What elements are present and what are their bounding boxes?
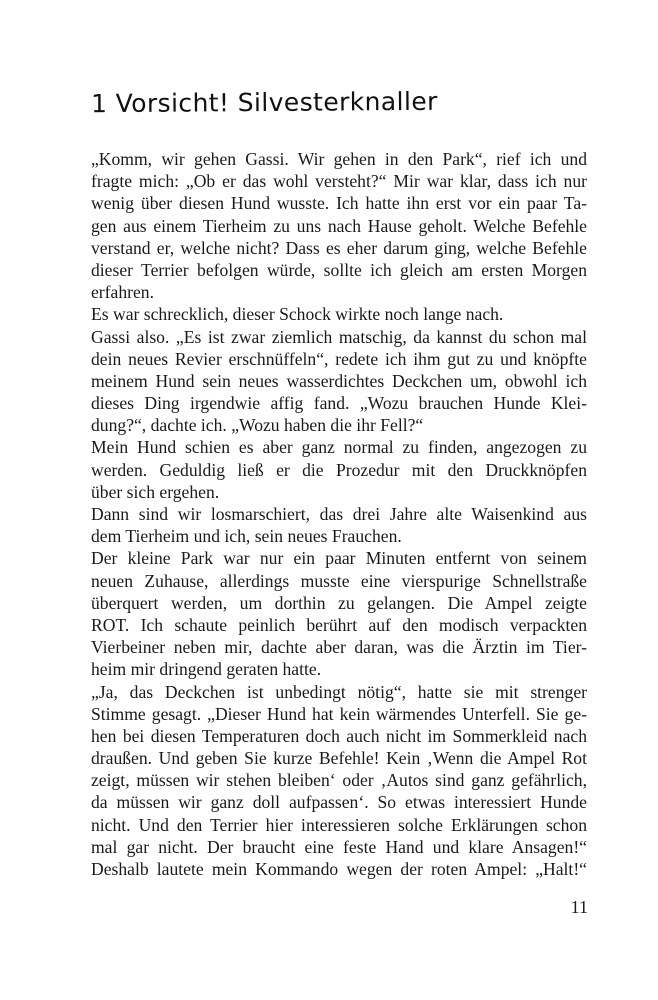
- text-line: verstand er, welche nicht? Dass es eher darum ging, welche Befehle: [91, 237, 587, 258]
- text-line: dein neues Revier erschnüffeln“, redete ich ihm gut zu und knöpfte: [91, 348, 587, 369]
- text-line: fragte mich: „Ob er das wohl versteht?“ Mir war klar, dass ich nur: [91, 171, 587, 192]
- text-line: Deshalb lautete mein Kommando wegen der roten Ampel: „Halt!“: [91, 859, 587, 879]
- text-line: hen bei diesen Temperaturen doch auch nicht im Sommerkleid nach: [91, 725, 587, 746]
- text-line: ROT. Ich schaute peinlich berührt auf den modisch verpackten: [91, 614, 587, 635]
- text-line: Es war schrecklich, dieser Schock wirkte noch lange nach.: [91, 304, 504, 325]
- text-line: mal gar nicht. Der braucht eine feste Hand und klare Ansagen!“: [91, 836, 587, 857]
- text-line: dieses Ding irgendwie affig fand. „Wozu brauchen Hunde Klei-: [91, 393, 587, 414]
- text-line: dieser Terrier befolgen würde, sollte ich gleich am ersten Morgen: [91, 259, 587, 280]
- text-line: dung?“, dachte ich. „Wozu haben die ihr Fell?“: [91, 415, 424, 436]
- text-line: da müssen wir ganz doll aufpassen‘. So etwas interessiert Hunde: [91, 792, 587, 813]
- text-line: „Ja, das Deckchen ist unbedingt nötig“, hatte sie mit strenger: [91, 681, 587, 702]
- text-line: zeigt, müssen wir stehen bleiben‘ oder ‚Autos sind ganz gefährlich,: [91, 770, 587, 791]
- chapter-title: 1 Vorsicht! Silvesterknaller: [90, 86, 438, 119]
- text-line: Mein Hund schien es aber ganz normal zu finden, angezogen zu: [91, 437, 587, 458]
- text-line: Vierbeiner neben mir, dachte aber daran, was die Ärztin im Tier-: [91, 637, 587, 658]
- text-line: erfahren.: [91, 282, 154, 303]
- text-line: meinem Hund sein neues wasserdichtes Deckchen um, obwohl ich: [91, 370, 587, 391]
- text-line: Dann sind wir losmarschiert, das drei Jahre alte Waisenkind aus: [91, 504, 587, 524]
- text-line: werden. Geduldig ließ er die Prozedur mit den Druckknöpfen: [91, 459, 587, 480]
- chapter-body-text: [91, 148, 587, 880]
- text-line: „Komm, wir gehen Gassi. Wir gehen in den Park“, rief ich und: [91, 149, 587, 169]
- text-line: wenig über diesen Hund wusste. Ich hatte ihn erst vor ein paar Ta-: [91, 193, 587, 214]
- text-line: dem Tierheim und ich, sein neues Frauchen.: [91, 526, 402, 547]
- text-line: Stimme gesagt. „Dieser Hund hat kein wärmendes Unterfell. Sie ge-: [91, 703, 587, 724]
- text-line: über sich ergehen.: [91, 481, 220, 502]
- text-line: überquert werden, um dorthin zu gelangen. Die Ampel zeigte: [91, 592, 587, 613]
- text-line: heim mir dringend geraten hatte.: [91, 659, 322, 680]
- text-line: Gassi also. „Es ist zwar ziemlich matschig, da kannst du schon mal: [91, 326, 587, 347]
- text-line: gen aus einem Tierheim zu uns nach Hause geholt. Welche Befehle: [91, 215, 587, 236]
- text-line: neuen Zuhause, allerdings musste eine vierspurige Schnellstraße: [91, 570, 587, 591]
- page-number: 11: [570, 897, 588, 917]
- text-line: draußen. Und geben Sie kurze Befehle! Kein ‚Wenn die Ampel Rot: [91, 748, 587, 769]
- text-line: nicht. Und den Terrier hier interessieren solche Erklärungen schon: [91, 814, 587, 835]
- text-line: Der kleine Park war nur ein paar Minuten entfernt von seinem: [91, 548, 587, 569]
